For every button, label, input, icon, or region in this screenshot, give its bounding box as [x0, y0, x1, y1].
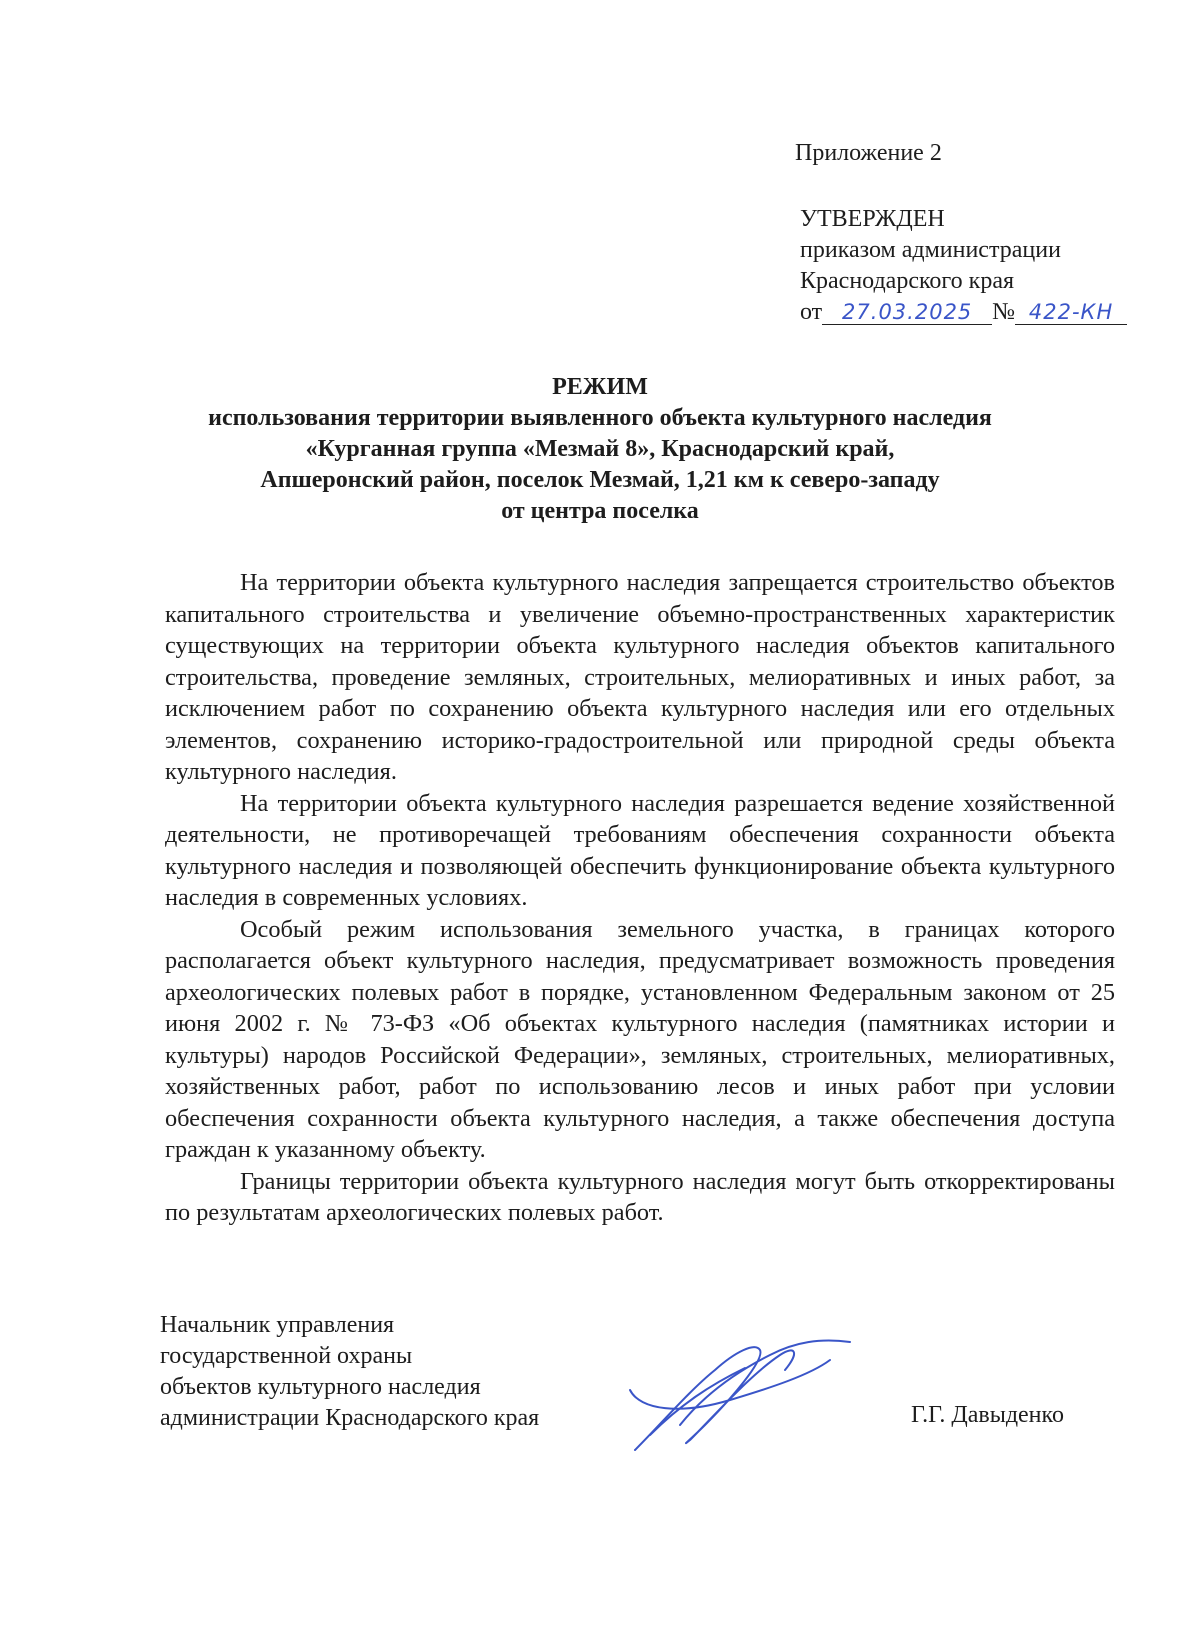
paragraph: Особый режим использования земельного участка, в границах которого располагается объект культурного наследия, предусматривает возможность проведения археологических полевых работ в порядке, установленном Федеральным законом от 25 июня 2002 г. № 73-ФЗ «Об объектах культурного наследия (памятниках истории и культуры) народов Российской Федерации», земляных, строительных, мелиоративных, хозяйственных работ, работ по использованию лесов и иных работ при условии обеспечения сохранности объекта культурного наследия, а также обеспечения доступа граждан к указанному объекту.	[165, 915, 1115, 1163]
title-main: РЕЖИМ	[552, 374, 648, 400]
signer-line-3: объектов культурного наследия	[160, 1374, 481, 1400]
date-field	[822, 300, 992, 325]
signer-line-4: администрации Краснодарского края	[160, 1405, 540, 1431]
title-line-2: «Курганная группа «Мезмай 8», Краснодарский край,	[305, 436, 895, 462]
signer-position	[160, 1310, 539, 1434]
date-prefix: от	[800, 299, 823, 325]
number-field	[1015, 300, 1127, 325]
number-prefix: №	[992, 299, 1016, 325]
appendix-label: Приложение 2	[795, 140, 942, 166]
approval-line-1: приказом администрации	[800, 237, 1061, 263]
title-line-1: использования территории выявленного объекта культурного наследия	[208, 405, 992, 431]
paragraph: Границы территории объекта культурного наследия могут быть откорректированы по результатам археологических полевых работ.	[165, 1167, 1115, 1226]
handwritten-signature	[620, 1330, 860, 1460]
signer-line-1: Начальник управления	[160, 1312, 395, 1338]
document-title	[140, 372, 1060, 527]
paragraph: На территории объекта культурного наследия разрешается ведение хозяйственной деятельности, не противоречащей требованиям обеспечения сохранности объекта культурного наследия и позволяющей обеспечить функционирование объекта культурного наследия в современных условиях.	[165, 789, 1115, 911]
paragraph: На территории объекта культурного наследия запрещается строительство объектов капитального строительства и увеличение объемно-пространственных характеристик существующих на территории объекта культурного наследия объектов капитального строительства, проведение земляных, строительных, мелиоративных и иных работ, за исключением работ по сохранению объекта культурного наследия или его отдельных элементов, сохранению историко-градостроительной или природной среды объекта культурного наследия.	[165, 569, 1115, 785]
handwritten-date: 27.03.2025	[842, 300, 973, 324]
title-line-3: Апшеронский район, поселок Мезмай, 1,21 км к северо-западу	[260, 467, 940, 493]
document-body	[165, 567, 1115, 1229]
handwritten-number: 422-КН	[1028, 300, 1114, 324]
signer-line-2: государственной охраны	[160, 1343, 413, 1369]
approval-status: УТВЕРЖДЕН	[800, 206, 945, 232]
signer-name: Г.Г. Давыденко	[911, 1402, 1064, 1428]
approval-date-line	[800, 297, 1127, 328]
title-line-4: от центра поселка	[501, 498, 699, 524]
approval-block	[800, 204, 1127, 328]
approval-line-2: Краснодарского края	[800, 268, 1015, 294]
